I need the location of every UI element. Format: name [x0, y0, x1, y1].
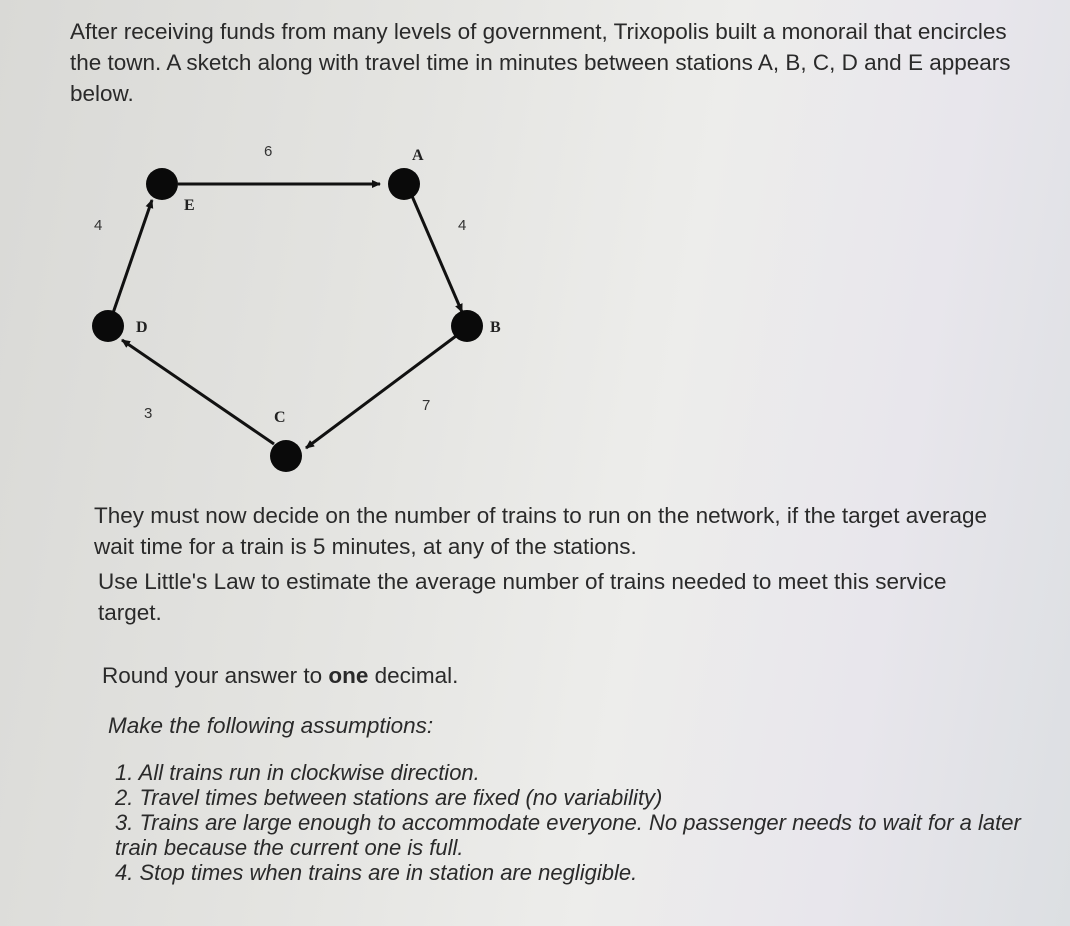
station-a-label: A	[412, 147, 424, 164]
rounding-prefix: Round your answer to	[102, 663, 329, 688]
edge-c-d-time: 3	[144, 405, 153, 422]
assumption-item: 3. Trains are large enough to accommodate everyone. No passenger needs to wait for a later train because the current one is full.	[115, 810, 1021, 860]
rounding-instruction	[102, 660, 802, 691]
edge-a-b	[412, 196, 462, 312]
station-b-label: B	[490, 319, 501, 336]
littles-law-paragraph: Use Little's Law to estimate the average number of trains needed to meet this service target.	[98, 569, 947, 625]
rounding-suffix: decimal.	[368, 663, 459, 688]
station-c-label: C	[274, 409, 286, 426]
monorail-network-diagram	[60, 130, 540, 490]
station-a-node	[388, 168, 420, 200]
edge-d-e-time: 4	[94, 217, 103, 234]
edge-e-a-time: 6	[264, 143, 273, 160]
rounding-emphasis: one	[328, 663, 369, 688]
edge-a-b-time: 4	[458, 217, 467, 234]
station-c-node	[270, 440, 302, 472]
assumptions-list	[115, 760, 1035, 885]
intro-paragraph: After receiving funds from many levels of government, Trixopolis built a monorail that encircles the town. A sketch along with travel time in minutes between stations A, B, C, D and E appears below.	[70, 19, 1011, 106]
station-d-label: D	[136, 319, 148, 336]
station-e-label: E	[184, 197, 195, 214]
station-d-node	[92, 310, 124, 342]
station-e-node	[146, 168, 178, 200]
edge-d-e	[112, 200, 152, 316]
assumptions-heading: Make the following assumptions:	[108, 713, 434, 738]
assumption-item: 2. Travel times between stations are fixed (no variability)	[115, 785, 663, 810]
assumption-item: 4. Stop times when trains are in station are negligible.	[115, 860, 638, 885]
assumption-item: 1. All trains run in clockwise direction.	[115, 760, 480, 785]
wait-time-paragraph: They must now decide on the number of trains to run on the network, if the target average wait time for a train is 5 minutes, at any of the stations.	[94, 503, 988, 559]
station-b-node	[451, 310, 483, 342]
edge-b-c-time: 7	[422, 397, 431, 414]
edge-c-d	[122, 340, 274, 444]
edge-b-c	[306, 336, 456, 448]
